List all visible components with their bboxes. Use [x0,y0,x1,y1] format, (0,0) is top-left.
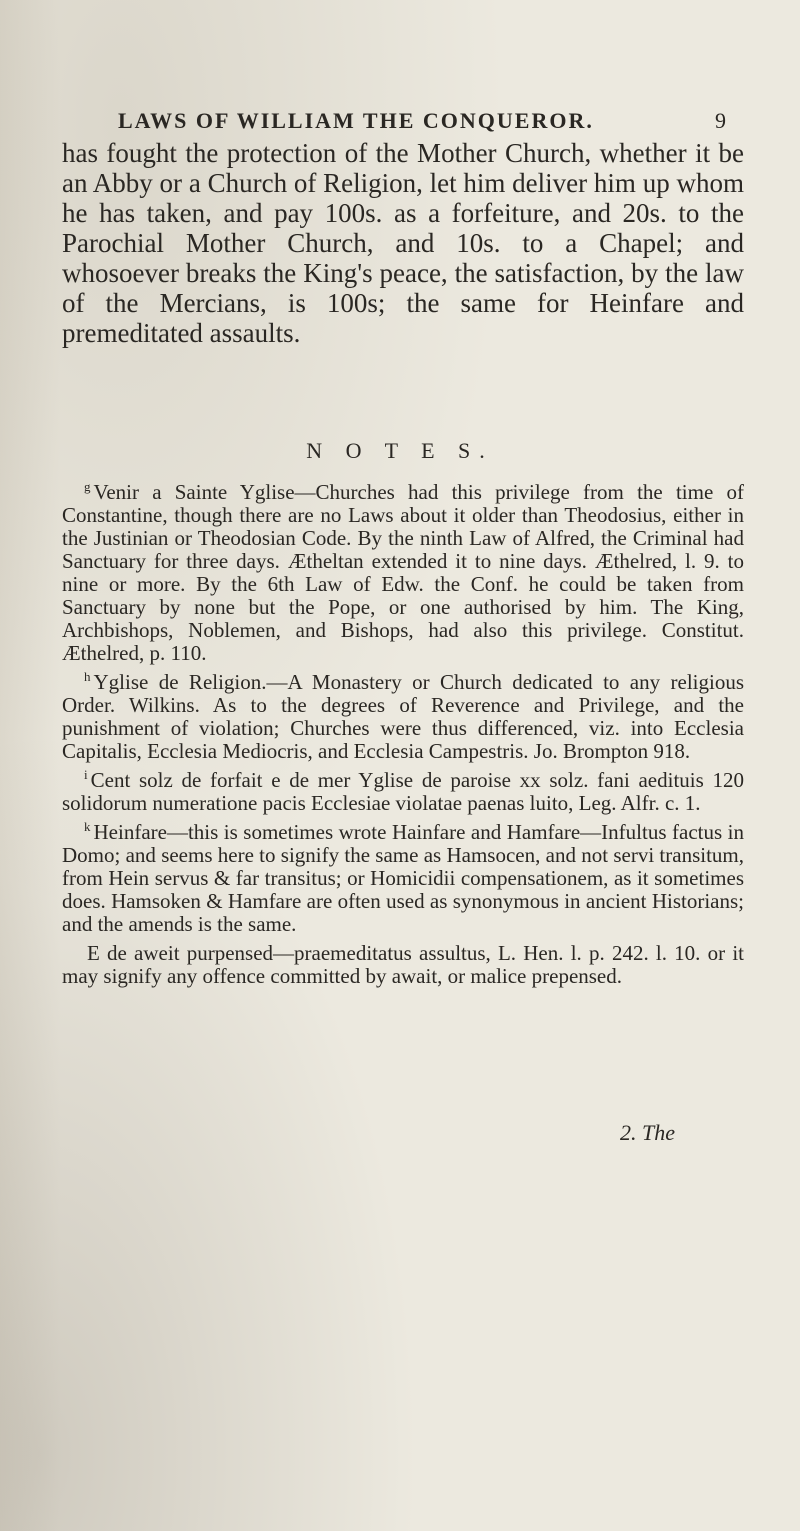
main-text-block [62,138,744,348]
note-text: Yglise de Religion.—A Monastery or Church dedicated to any religious Order. Wilkins. As to the degrees of Reverence and Privilege, and the punishment of violation; Churches were thus differenced, viz. into Ecclesia Capitalis, Ecclesia Mediocris, and Ecclesia Campestris. Jo. Brompton 918. [62,670,744,763]
page-number: 9 [715,108,728,133]
note-continuation [62,936,744,988]
note-h [62,665,744,763]
note-mark: g [84,479,91,494]
note-text: E de aweit purpensed—praemeditatus assultus, L. Hen. l. p. 242. l. 10. or it may signify any offence committed by await, or malice prepensed. [62,941,744,988]
note-mark: k [84,819,91,834]
note-mark: h [84,669,91,684]
notes-section [62,475,744,988]
note-mark: i [84,767,88,782]
notes-heading: N O T E S. [306,438,494,463]
main-paragraph: has fought the protection of the Mother Church, whether it be an Abby or a Church of Religion, let him deliver him up whom he has taken, and pay 100s. as a forfeiture, and 20s. to the Parochial Mother Church, and 10s. to a Chapel; and whosoever breaks the King's peace, the satisfaction, by the law of the Mercians, is 100s; the same for Heinfare and premeditated assaults. [62,138,744,348]
note-g [62,475,744,665]
catchword: 2. The [620,1120,675,1145]
note-text: Cent solz de forfait e de mer Yglise de paroise xx solz. fani aedituis 120 solidorum numeratione pacis Ecclesiae violatae paenas luito, Leg. Alfr. c. 1. [62,768,744,815]
note-i [62,763,744,815]
running-head [118,108,728,134]
note-text: Venir a Sainte Yglise—Churches had this privilege from the time of Constantine, though there are no Laws about it older than Theodosius, either in the Justinian or Theodosian Code. By the ninth Law of Alfred, the Criminal had Sanctuary for three days. Ætheltan extended it to nine days. Æthelred, l. 9. to nine or more. By the 6th Law of Edw. the Conf. he could be taken from Sanctuary by none but the Pope, or one authorised by him. The King, Archbishops, Noblemen, and Bishops, had also this privilege. Constitut. Æthelred, p. 110. [62,480,744,665]
note-k [62,815,744,936]
running-title: LAWS OF WILLIAM THE CONQUEROR. [118,108,594,133]
note-text: Heinfare—this is sometimes wrote Hainfare and Hamfare—Infultus factus in Domo; and seems here to signify the same as Hamsocen, and not servi transitum, from Hein servus & far transitus; or Homicidii compensationem, as it sometimes does. Hamsoken & Hamfare are often used as synonymous in ancient Historians; and the amends is the same. [62,820,744,936]
